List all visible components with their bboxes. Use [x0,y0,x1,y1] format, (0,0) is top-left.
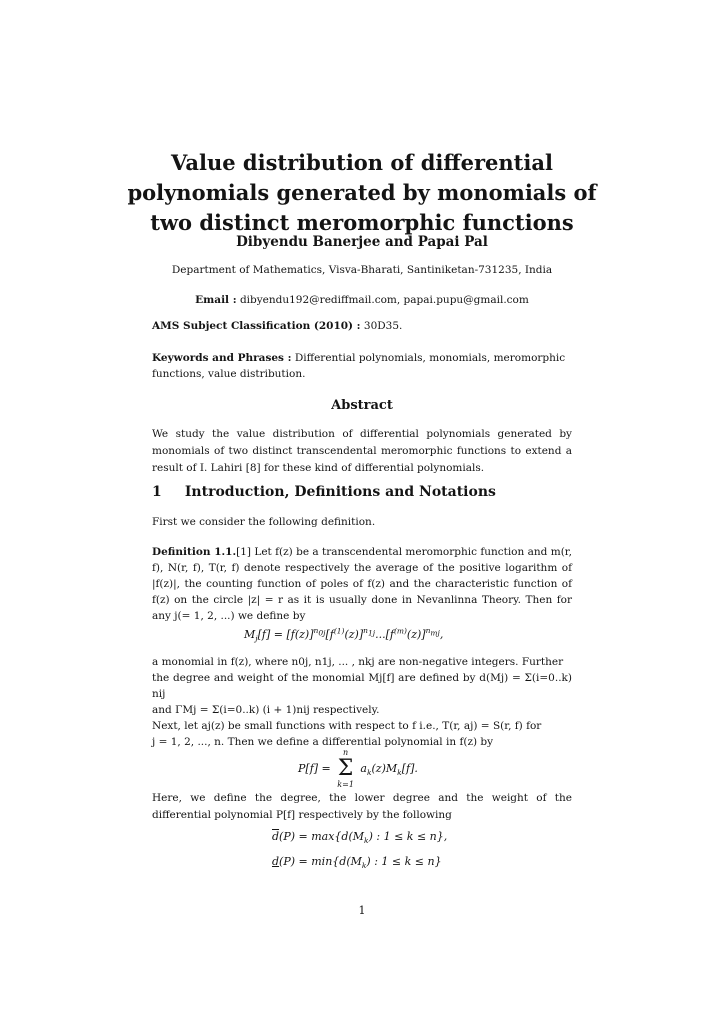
section-title: Introduction, Definitions and Notations [184,484,496,500]
keywords-label: Keywords and Phrases : [152,352,292,364]
title-line-3: two distinct meromorphic functions [150,210,574,235]
email-line [100,294,624,306]
definition-paragraph [152,544,572,624]
monomial-line-4: Next, let aj(z) be small functions with respect to f i.e., T(r, aj) = S(r, f) for [152,720,542,732]
section-heading [152,484,572,500]
summation-symbol: n Σ k=1 [337,748,354,789]
monomial-line-3: and ΓMj = Σ(i=0..k) (i + 1)nij respectively. [152,704,380,716]
abstract-text: We study the value distribution of differential polynomials generated by monomials of two distinct transcendental meromorphic functions to extend a result of I. Lahiri [8] for these kind of differential polynomials. [152,428,572,474]
title-line-2: polynomials generated by monomials of [127,180,597,205]
monomial-line-2: the degree and weight of the monomial Mj[f] are defined by d(Mj) = Σ(i=0..k) nij [152,672,572,700]
equation-upper-degree: $\overline{d}(P) = \max\{d(M_k)$ : 1 ≤ k ≤ n}, [272,830,448,846]
authors: Dibyendu Banerjee and Papai Pal [236,234,488,250]
page-number: 1 [358,904,366,917]
equation-monomial: $M_j[f] = [f(z)]^{n_{0j}}[f^{(1)}(z)]^{n_{1j}}...[f^{(m)}(z)]^{n_{mj}}$, [244,626,444,644]
intro-paragraph: First we consider the following definition. [152,516,376,528]
paper-title [100,148,624,238]
ams-value: 30D35. [363,320,403,332]
degree-paragraph: Here, we define the degree, the lower degree and the weight of the differential polynomial P[f] respectively by the following [152,792,572,821]
monomial-line-1: a monomial in f(z), where n0j, n1j, ... , nkj are non-negative integers. Further [152,656,564,668]
monomial-description [152,654,572,750]
title-line-1: Value distribution of differential [171,150,553,175]
equation-differential-polynomial: P[f] = n Σ k=1 $a_k(z)M_k[f]$. [298,748,418,789]
definition-text: Let f(z) be a transcendental meromorphic function and m(r, f), N(r, f), T(r, f) denote respectively the average of the positive logarithm of |f(z)|, the counting function of poles of f(z) and the characteristic function of f(z) on the circle |z| = r as it is usually done in Nevanlinna Theory. Then for any j(= 1, 2, ...) we define by [152,546,572,622]
affiliation: Department of Mathematics, Visva-Bharati, Santiniketan-731235, India [171,264,553,276]
keywords [152,350,572,382]
equation-lower-degree: $d(P) = \min\{d(M_k)$ : 1 ≤ k ≤ n} [272,855,442,871]
monomial-line-5: j = 1, 2, ..., n. Then we define a differential polynomial in f(z) by [152,736,494,748]
email-value: dibyendu192@rediffmail.com, papai.pupu@gmail.com [239,294,529,306]
ams-classification [152,320,572,332]
keywords-value: Differential polynomials, monomials, meromorphic functions, value distribution. [152,352,566,380]
ams-label: AMS Subject Classification (2010) : [152,320,361,332]
definition-label: Definition 1.1. [152,546,237,558]
abstract-heading: Abstract [331,398,393,413]
email-label: Email : [195,294,237,306]
definition-citation: [1] [236,546,251,558]
section-number: 1 [152,484,162,500]
